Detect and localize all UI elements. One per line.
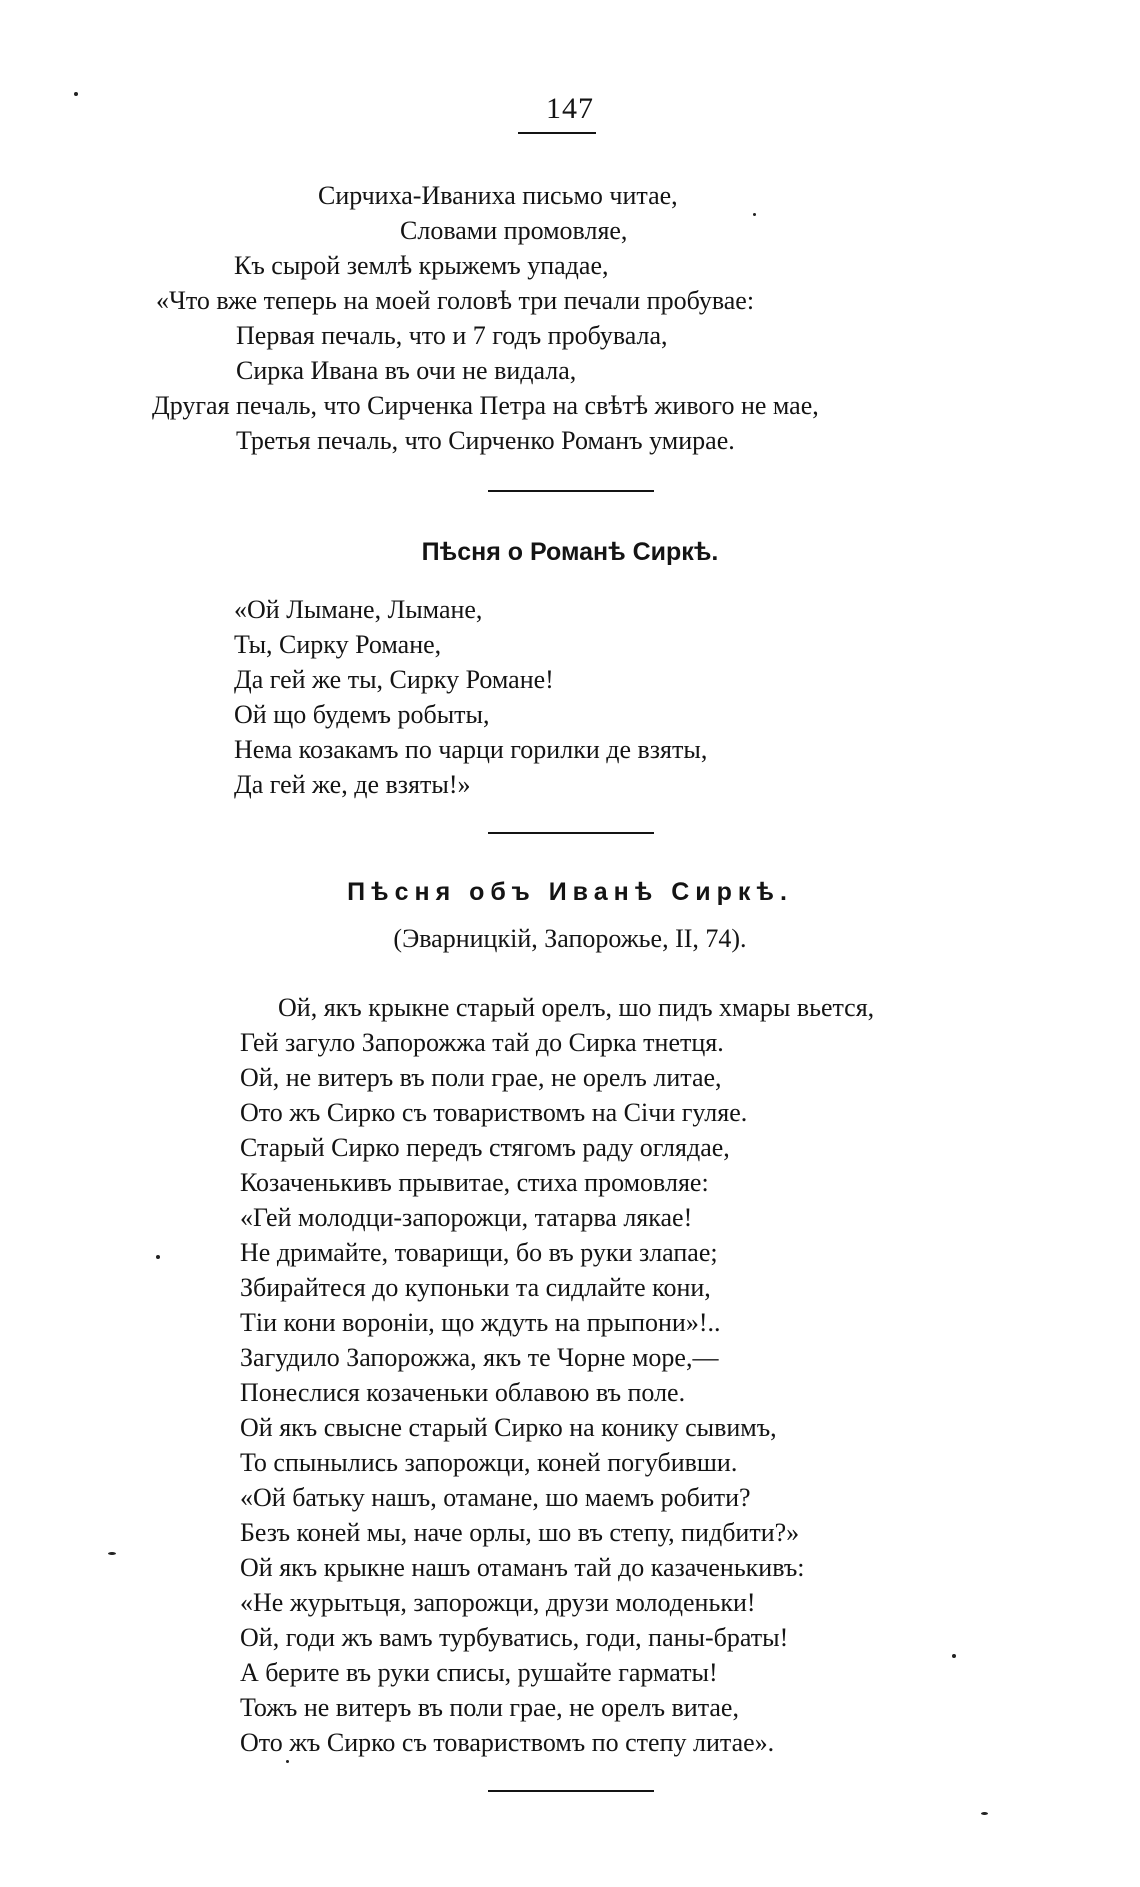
verse-block-ivan-sirko <box>240 990 874 1760</box>
verse-line: Не дримайте, товарищи, бо въ руки злапае; <box>240 1238 718 1267</box>
verse-line: «Что вже теперь на моей головѣ три печали пробувае: <box>156 286 755 315</box>
section-divider <box>488 490 654 492</box>
verse-line: Ой якъ свысне старый Сирко на конику сывимъ, <box>240 1413 777 1442</box>
verse-line: Ото жъ Сирко съ товариствомъ по степу литае». <box>240 1728 775 1757</box>
verse-line: Ой, не витеръ въ поли грае, не орелъ литае, <box>240 1063 722 1092</box>
verse-line: Гей загуло Запорожжа тай до Сирка тнетця. <box>240 1028 724 1057</box>
verse-line: «Не журытьця, запорожци, друзи молоденьки! <box>240 1588 756 1617</box>
verse-line: «Гей молодци-запорожци, татарва лякае! <box>240 1203 693 1232</box>
print-speck <box>156 1255 160 1259</box>
page-number: 147 <box>546 92 594 125</box>
verse-line: Ой, годи жъ вамъ турбуватись, годи, паны-браты! <box>240 1623 789 1652</box>
verse-line: Ой що будемъ робыты, <box>234 700 490 729</box>
verse-line: Ото жъ Сирко съ товариствомъ на Січи гуляе. <box>240 1098 748 1127</box>
verse-block-sirchykha <box>152 178 819 458</box>
page-number-underline <box>518 132 596 134</box>
section-divider <box>488 832 654 834</box>
song-title-roman-sirko: Пѣсня о Романѣ Сиркѣ. <box>421 538 719 566</box>
verse-line: Да гей же, де взяты!» <box>234 770 471 799</box>
song-source-citation: (Эварницкій, Запорожье, II, 74). <box>393 924 747 953</box>
verse-line: Ой якъ крыкне нашъ отаманъ тай до казаченькивъ: <box>240 1553 805 1582</box>
print-speck <box>108 1552 116 1555</box>
verse-line: Словами промовляе, <box>400 216 628 245</box>
verse-line: А берите въ руки списы, рушайте гарматы! <box>240 1658 718 1687</box>
verse-line: Сирка Ивана въ очи не видала, <box>236 356 577 385</box>
verse-line: Тожъ не витеръ въ поли грае, не орелъ витае, <box>240 1693 739 1722</box>
verse-line: Загудило Запорожжа, якъ те Чорне море,— <box>240 1343 719 1372</box>
print-speck <box>286 1760 289 1763</box>
verse-line: «Ой батьку нашъ, отамане, шо маемъ робити? <box>240 1483 751 1512</box>
verse-line: Нема козакамъ по чарци горилки де взяты, <box>234 735 708 764</box>
verse-line: Да гей же ты, Сирку Романе! <box>234 665 554 694</box>
verse-line: Сирчиха-Иваниха письмо читае, <box>318 181 678 210</box>
verse-line: Первая печаль, что и 7 годъ пробувала, <box>236 321 668 350</box>
verse-block-roman-sirko <box>234 592 707 802</box>
verse-line: Третья печаль, что Сирченко Романъ умирае. <box>236 426 735 455</box>
verse-line: Другая печаль, что Сирченка Петра на свѣтѣ живого не мае, <box>152 391 819 420</box>
verse-line: Тіи кони вороніи, що ждуть на прыпони»!.. <box>240 1308 721 1337</box>
section-divider <box>488 1790 654 1792</box>
verse-line: «Ой Лымане, Лымане, <box>234 595 483 624</box>
print-speck <box>74 92 78 96</box>
verse-line: Козаченькивъ прывитае, стиха промовляе: <box>240 1168 709 1197</box>
verse-line: Збирайтеся до купоньки та сидлайте кони, <box>240 1273 711 1302</box>
verse-line: Понеслися козаченьки облавою въ поле. <box>240 1378 686 1407</box>
verse-line: Ты, Сирку Романе, <box>234 630 442 659</box>
verse-line: То спынылись запорожци, коней погубивши. <box>240 1448 738 1477</box>
verse-line: Старый Сирко передъ стягомъ раду оглядае, <box>240 1133 730 1162</box>
print-speck <box>981 1812 988 1815</box>
print-speck <box>753 213 756 216</box>
verse-line: Безъ коней мы, наче орлы, шо въ степу, пидбити?» <box>240 1518 800 1547</box>
verse-line: Ой, якъ крыкне старый орелъ, шо пидъ хмары вьется, <box>278 993 875 1022</box>
print-speck <box>952 1654 956 1658</box>
song-title-ivan-sirko: Пѣсня объ Иванѣ Сиркѣ. <box>347 878 793 906</box>
verse-line: Къ сырой землѣ крыжемъ упадае, <box>234 251 609 280</box>
